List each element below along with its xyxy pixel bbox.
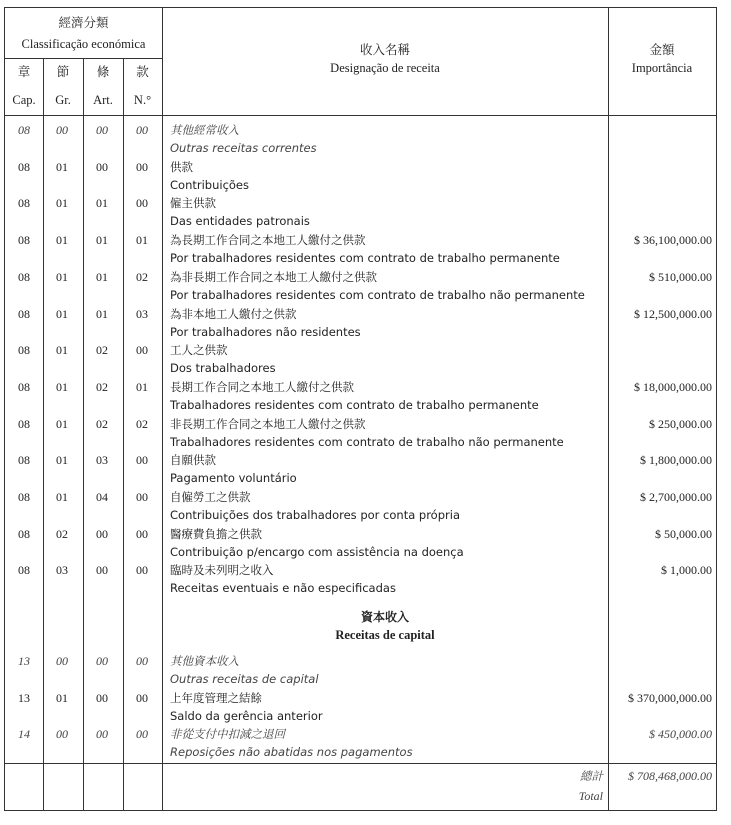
total-amount: $ 708,468,000.00: [628, 769, 712, 783]
code-cap-cell: 08: [18, 123, 30, 137]
classification-zh: 經濟分類: [58, 16, 109, 30]
amount-cell: $ 2,700,000.00: [640, 490, 712, 504]
code-art-cell: 00: [96, 159, 108, 174]
code-cap-cell: 08: [18, 196, 30, 211]
designation-pt: Contribuições: [170, 177, 249, 192]
no-header-zh: 款: [136, 65, 149, 79]
designation-pt: Por trabalhadores residentes com contrato de trabalho permanente: [170, 251, 560, 266]
designation-zh: 為非長期工作合同之本地工人繳付之供款: [170, 269, 377, 284]
code-cap-cell: 08: [18, 416, 30, 431]
code-gr-cell: 01: [56, 690, 68, 705]
designation-zh: 其他經常收入: [170, 123, 239, 137]
code-art-cell: 02: [96, 343, 108, 358]
amount-header-zh: 金額: [649, 43, 675, 57]
designation-zh: 長期工作合同之本地工人繳付之供款: [170, 379, 354, 394]
code-cap-cell: 13: [18, 654, 30, 668]
code-no-cell: 00: [136, 727, 148, 742]
code-art-cell: 01: [96, 233, 108, 248]
code-no-cell: 03: [136, 306, 148, 321]
designation-pt: Pagamento voluntário: [170, 471, 297, 486]
amount-cell: $ 12,500,000.00: [634, 306, 712, 321]
art-header-zh: 條: [96, 65, 110, 79]
code-cap-cell: 08: [18, 490, 30, 504]
code-art-cell: 03: [96, 453, 108, 468]
code-cap-cell: 08: [18, 269, 30, 284]
gr-header-pt: Gr.: [55, 93, 71, 107]
code-art-cell: 01: [96, 269, 108, 284]
amount-cell: $ 250,000.00: [649, 416, 712, 431]
total-line: [5, 763, 716, 764]
code-art-cell: 00: [96, 563, 108, 578]
designation-zh: 上年度管理之結餘: [170, 690, 262, 705]
code-gr-cell: 01: [56, 343, 68, 358]
code-gr-cell: 01: [56, 159, 68, 174]
code-gr-cell: 01: [56, 416, 68, 431]
code-cap-cell: 08: [18, 233, 30, 248]
code-gr-cell: 03: [56, 563, 68, 578]
code-art-cell: 01: [96, 306, 108, 321]
designation-zh: 供款: [170, 159, 193, 174]
code-no-cell: 02: [136, 269, 148, 284]
code-no-cell: 00: [136, 196, 148, 211]
capital-heading-zh: 資本收入: [360, 610, 409, 624]
code-gr-cell: 01: [56, 269, 68, 284]
code-cap-cell: 08: [18, 343, 30, 358]
code-no-cell: 00: [136, 526, 148, 541]
code-no-cell: 01: [136, 379, 148, 394]
amount-cell: $ 50,000.00: [655, 526, 712, 541]
code-cap-cell: 08: [18, 306, 30, 321]
designation-pt: Outras receitas correntes: [170, 141, 317, 155]
header-bottom-line: [5, 115, 716, 116]
amount-header-pt: Importância: [631, 61, 693, 75]
code-gr-cell: 00: [56, 654, 68, 668]
code-no-cell: 00: [136, 159, 148, 174]
code-cap-cell: 13: [18, 690, 30, 705]
col-divider: [162, 8, 163, 811]
designation-pt: Das entidades patronais: [170, 214, 310, 229]
amount-cell: $ 18,000,000.00: [634, 379, 712, 394]
amount-cell: $ 450,000.00: [649, 727, 712, 742]
code-gr-cell: 01: [56, 233, 68, 248]
amount-cell: $ 370,000,000.00: [628, 690, 712, 705]
code-art-cell: 00: [96, 526, 108, 541]
code-cap-cell: 08: [18, 526, 30, 541]
code-art-cell: 00: [96, 654, 108, 668]
designation-pt: Trabalhadores residentes com contrato de trabalho não permanente: [170, 434, 564, 449]
code-art-cell: 02: [96, 379, 108, 394]
code-art-cell: 00: [96, 727, 108, 742]
code-no-cell: 00: [136, 490, 148, 504]
capital-heading-pt: Receitas de capital: [335, 628, 435, 642]
designation-zh: 非長期工作合同之本地工人繳付之供款: [170, 416, 366, 431]
code-gr-cell: 01: [56, 196, 68, 211]
code-art-cell: 02: [96, 416, 108, 431]
code-gr-cell: 01: [56, 379, 68, 394]
gr-header-zh: 節: [56, 65, 70, 79]
code-gr-cell: 00: [56, 123, 68, 137]
code-art-cell: 01: [96, 196, 108, 211]
designation-pt: Dos trabalhadores: [170, 361, 276, 376]
amount-cell: $ 1,800,000.00: [640, 453, 712, 468]
designation-zh: 僱主供款: [170, 196, 216, 211]
code-gr-cell: 02: [56, 526, 68, 541]
code-art-cell: 04: [96, 490, 108, 504]
cap-header-pt: Cap.: [12, 93, 36, 107]
designation-pt: Trabalhadores residentes com contrato de trabalho permanente: [170, 397, 539, 412]
code-no-cell: 00: [136, 343, 148, 358]
designation-pt: Reposições não abatidas nos pagamentos: [170, 745, 413, 760]
revenue-table: [4, 7, 717, 811]
designation-pt: Outras receitas de capital: [170, 672, 319, 686]
designation-header-pt: Designação de receita: [330, 61, 440, 75]
code-no-cell: 00: [136, 563, 148, 578]
amount-cell: $ 36,100,000.00: [634, 233, 712, 248]
code-art-cell: 00: [96, 123, 108, 137]
designation-zh: 非從支付中扣減之退回: [170, 727, 285, 742]
code-no-cell: 00: [136, 690, 148, 705]
designation-zh: 工人之供款: [170, 343, 228, 358]
code-cap-cell: 14: [18, 727, 30, 742]
designation-pt: Saldo da gerência anterior: [170, 708, 323, 723]
code-cap-cell: 08: [18, 563, 30, 578]
code-no-cell: 02: [136, 416, 148, 431]
designation-zh: 其他資本收入: [170, 654, 239, 668]
code-gr-cell: 01: [56, 306, 68, 321]
code-cap-cell: 08: [18, 379, 30, 394]
designation-zh: 自願供款: [170, 453, 216, 468]
designation-zh: 為非本地工人繳付之供款: [170, 306, 297, 321]
art-header-pt: Art.: [93, 93, 113, 107]
code-gr-cell: 01: [56, 490, 68, 504]
classification-pt: Classificação económica: [21, 37, 146, 51]
header-divider: [5, 58, 162, 59]
no-header-pt: N.°: [133, 93, 152, 107]
code-no-cell: 00: [136, 123, 148, 137]
designation-pt: Receitas eventuais e não especificadas: [170, 581, 396, 596]
total-label-zh: 總計: [580, 769, 603, 783]
designation-pt: Por trabalhadores residentes com contrato de trabalho não permanente: [170, 287, 585, 302]
designation-pt: Contribuições dos trabalhadores por conta própria: [170, 508, 460, 522]
code-cap-cell: 08: [18, 159, 30, 174]
designation-zh: 為長期工作合同之本地工人繳付之供款: [170, 233, 366, 248]
code-gr-cell: 01: [56, 453, 68, 468]
code-no-cell: 00: [136, 453, 148, 468]
amount-cell: $ 510,000.00: [649, 269, 712, 284]
total-label-pt: Total: [578, 789, 603, 803]
code-no-cell: 00: [136, 654, 148, 668]
code-art-cell: 00: [96, 690, 108, 705]
designation-header-zh: 收入名稱: [359, 43, 410, 57]
amount-cell: $ 1,000.00: [661, 563, 712, 578]
code-no-cell: 01: [136, 233, 148, 248]
designation-zh: 臨時及未列明之收入: [170, 563, 274, 578]
code-cap-cell: 08: [18, 453, 30, 468]
designation-pt: Por trabalhadores não residentes: [170, 324, 361, 339]
designation-pt: Contribuição p/encargo com assistência na doença: [170, 544, 464, 559]
cap-header-zh: 章: [17, 65, 31, 79]
designation-zh: 醫療費負擔之供款: [170, 526, 262, 541]
code-gr-cell: 00: [56, 727, 68, 742]
designation-zh: 自僱勞工之供款: [170, 490, 251, 504]
